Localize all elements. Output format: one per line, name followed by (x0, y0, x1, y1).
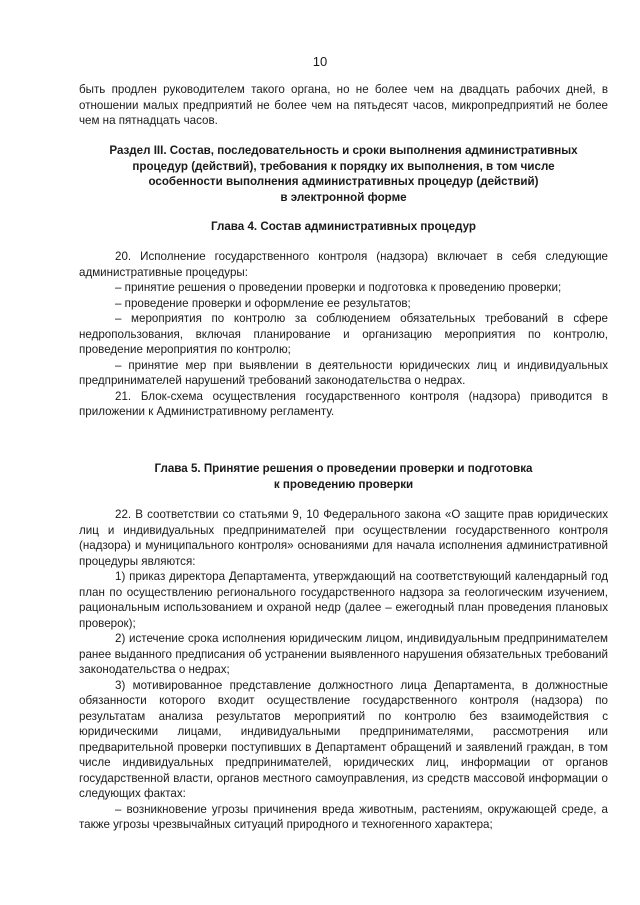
paragraph: 22. В соответствии со статьями 9, 10 Федерального закона «О защите прав юридических лиц и индивидуальных предпринимателей при осуществлении государственного контроля (надзора) и муниципального контроля» основаниями для начала исполнения административной процедуры являются: (79, 508, 608, 568)
list-item: – проведение проверки и оформление ее результатов; (115, 296, 411, 310)
intro-paragraph (79, 82, 608, 129)
list-item: – возникновение угрозы причинения вреда животным, растениям, окружающей среде, а также угрозы чрезвычайных ситуаций природного и техногенного характера; (79, 802, 608, 831)
page-number: 10 (312, 54, 328, 69)
chapter4-heading (79, 219, 608, 235)
section-heading (79, 143, 608, 205)
list-item: 2) истечение срока исполнения юридическим лицом, индивидуальным предпринимателем ранее выданного предписания об устранении выявленного нарушения обязательных требований законодательства о недрах; (79, 632, 608, 676)
section-title-line: процедур (действий), требования к порядку их выполнения, в том числе (132, 159, 555, 173)
list-item: – принятие решения о проведении проверки и подготовка к проведению проверки; (115, 281, 562, 294)
list-item: – принятие мер при выявлении в деятельности юридических лиц и индивидуальных предпринимателей нарушений требований законодательства о недрах. (79, 358, 608, 387)
paragraph: 20. Исполнение государственного контроля (надзора) включает в себя следующие административные процедуры: (79, 250, 608, 279)
section-title-line: в электронной форме (280, 190, 407, 204)
list-item: 3) мотивированное представление должностного лица Департамента, в должностные обязанности которого входит осуществление государственного контроля (надзора) по результатам анализа результатов мероприятий по контролю без взаимодействия с юридическими лицами, индивидуальными предпринимателями, рассмотрения или предварительной проверки поступивших в Департамент обращений и заявлений граждан, в том числе индивидуальных предпринимателей, юридических лиц, информации от органов государственной власти, органов местного самоуправления, из средств массовой информации о следующих фактах: (79, 678, 608, 800)
list-item: – мероприятия по контролю за соблюдением обязательных требований в сфере недропользования, включая планирование и организацию мероприятия по контролю, проведение мероприятия по контролю; (79, 312, 608, 356)
section-title-line: Раздел III. Состав, последовательность и сроки выполнения административных (109, 144, 578, 157)
chapter5-body (79, 507, 608, 833)
chapter5-title-line: к проведению проверки (273, 477, 414, 491)
section-title-line: особенности выполнения административных процедур (действий) (148, 175, 539, 188)
chapter5-heading (79, 461, 608, 492)
chapter4-body (79, 249, 608, 420)
intro-text: быть продлен руководителем такого органа, но не более чем на двадцать рабочих дней, в отношении малых предприятий не более чем на пятьдесят часов, микропредприятий не более чем на пятнадцать часов. (79, 83, 608, 127)
chapter4-title: Глава 4. Состав административных процедур (211, 220, 476, 233)
paragraph: 21. Блок-схема осуществления государственного контроля (надзора) приводится в приложении к Административному регламенту. (79, 389, 608, 418)
list-item: 1) приказ директора Департамента, утверждающий на соответствующий календарный год план по осуществлению регионального государственного надзора за геологическим изучением, рациональным использованием и охраной недр (далее – ежегодный план проведения плановых проверок); (79, 570, 608, 630)
chapter5-title-line: Глава 5. Принятие решения о проведении проверки и подготовка (154, 462, 533, 475)
